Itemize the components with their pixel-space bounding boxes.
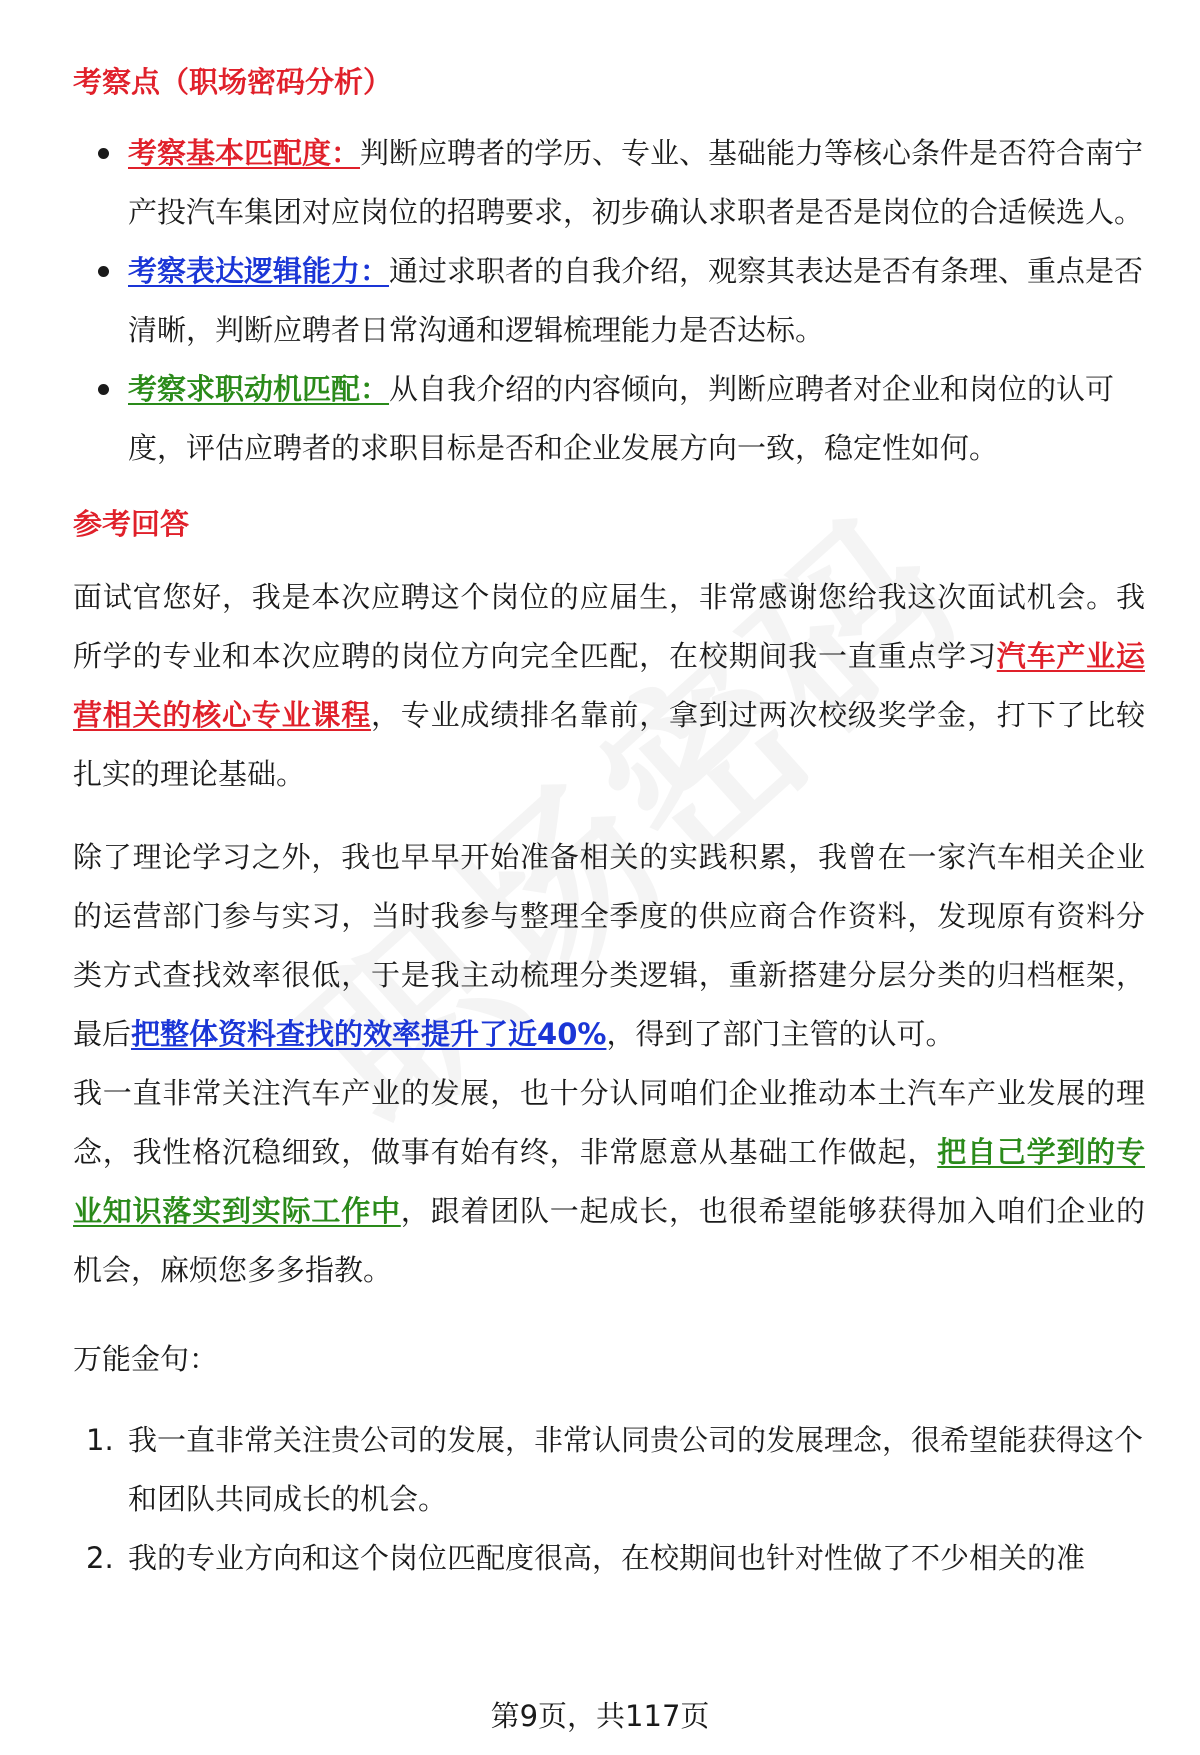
item-text: 我一直非常关注贵公司的发展，非常认同贵公司的发展理念，很希望能获得这个和团队共同成长的机会。 bbox=[128, 1423, 1144, 1516]
highlight-text: 汽车产业运营相关的核心专业课程 bbox=[73, 639, 1145, 732]
paragraph-text: ，跟着团队一起成长，也很希望能够获得加入咱们企业的机会，麻烦您多多指教。 bbox=[73, 1194, 1145, 1287]
list-item bbox=[128, 242, 1145, 360]
list-item bbox=[128, 124, 1145, 242]
paragraph-text: ，专业成绩排名靠前，拿到过两次校级奖学金，打下了比较扎实的理论基础。 bbox=[73, 698, 1145, 791]
answer-paragraph-3 bbox=[73, 1064, 1145, 1300]
bullet-icon bbox=[98, 148, 109, 159]
bullet-icon bbox=[98, 384, 109, 395]
bullet-icon bbox=[98, 266, 109, 277]
paragraph-text: 面试官您好，我是本次应聘这个岗位的应届生，非常感谢您给我这次面试机会。我所学的专业和本次应聘的岗位方向完全匹配，在校期间我一直重点学习 bbox=[73, 580, 1145, 673]
paragraph-text: 除了理论学习之外，我也早早开始准备相关的实践积累，我曾在一家汽车相关企业的运营部门参与实习，当时我参与整理全季度的供应商合作资料，发现原有资料分类方式查找效率很低，于是我主动梳理分类逻辑，重新搭建分层分类的归档框架，最后 bbox=[73, 840, 1145, 1051]
item-text: 我的专业方向和这个岗位匹配度很高，在校期间也针对性做了不少相关的准 bbox=[128, 1541, 1086, 1575]
item-number: 2. bbox=[86, 1541, 114, 1575]
item-number: 1. bbox=[86, 1423, 114, 1457]
point-text: 从自我介绍的内容倾向，判断应聘者对企业和岗位的认可度，评估应聘者的求职目标是否和企业发展方向一致，稳定性如何。 bbox=[128, 372, 1115, 465]
page-number: 第9页，共117页 bbox=[490, 1699, 710, 1733]
answer-paragraph-2 bbox=[73, 828, 1145, 1064]
point-label: 考察基本匹配度： bbox=[128, 136, 361, 170]
point-label: 考察求职动机匹配： bbox=[128, 372, 390, 406]
highlight-text: 把自己学到的专业知识落实到实际工作中 bbox=[73, 1135, 1145, 1228]
paragraph-text: 我一直非常关注汽车产业的发展，也十分认同咱们企业推动本土汽车产业发展的理念，我性格沉稳细致，做事有始有终，非常愿意从基础工作做起， bbox=[73, 1076, 1145, 1169]
golden-sentences-label: 万能金句： bbox=[73, 1342, 219, 1376]
highlight-text: 把整体资料查找的效率提升了近40% bbox=[131, 1017, 607, 1051]
point-text: 通过求职者的自我介绍，观察其表达是否有条理、重点是否清晰，判断应聘者日常沟通和逻辑梳理能力是否达标。 bbox=[128, 254, 1144, 347]
section-title-reference-answer: 参考回答 bbox=[73, 507, 190, 541]
golden-sentences-list bbox=[73, 1411, 1145, 1588]
paragraph-text: ，得到了部门主管的认可。 bbox=[606, 1017, 955, 1051]
list-item bbox=[86, 1411, 1145, 1529]
exam-points-list bbox=[73, 124, 1145, 478]
list-item bbox=[86, 1529, 1145, 1588]
point-text: 判断应聘者的学历、专业、基础能力等核心条件是否符合南宁产投汽车集团对应岗位的招聘要求，初步确认求职者是否是岗位的合适候选人。 bbox=[128, 136, 1144, 229]
point-label: 考察表达逻辑能力： bbox=[128, 254, 390, 288]
answer-paragraph-1 bbox=[73, 568, 1145, 804]
section-title-exam-points: 考察点（职场密码分析） bbox=[73, 65, 393, 99]
document-content bbox=[73, 58, 1145, 1588]
list-item bbox=[128, 360, 1145, 478]
